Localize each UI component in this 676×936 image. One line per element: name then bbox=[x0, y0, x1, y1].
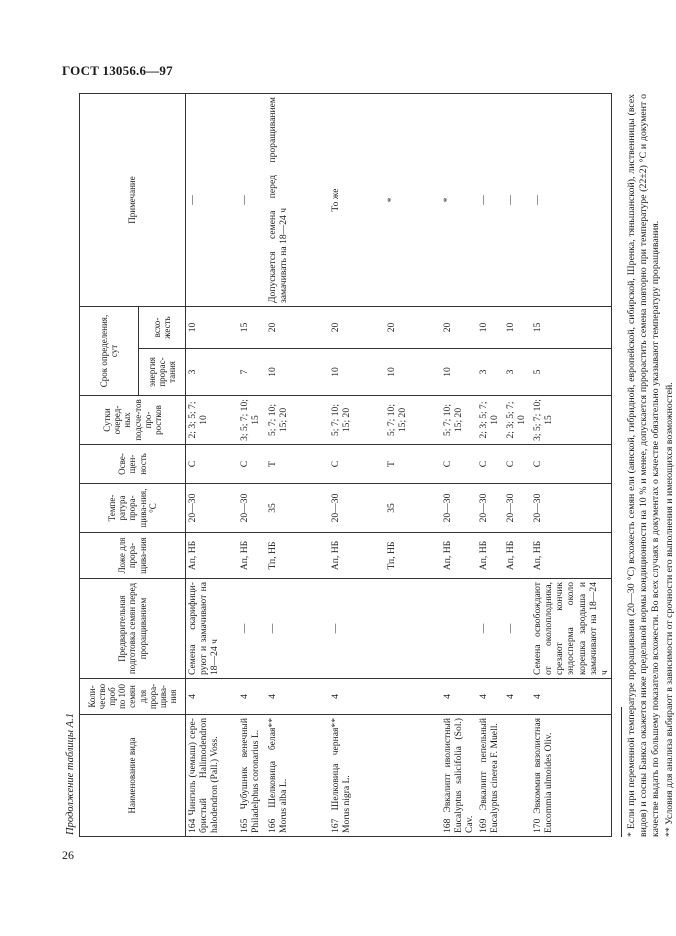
cell-count: 4 bbox=[238, 679, 266, 715]
cell-energy: 3 bbox=[504, 349, 531, 396]
cell-bed: Ап, НБ bbox=[477, 533, 504, 579]
cell-pretreatment bbox=[441, 579, 477, 679]
table-row bbox=[477, 94, 504, 837]
page-header: ГОСТ 13056.6—97 bbox=[62, 63, 173, 78]
cell-germination: 10 bbox=[186, 307, 239, 349]
cell-note: — bbox=[186, 94, 239, 307]
cell-bed: Тп, НБ bbox=[266, 533, 329, 579]
table-row bbox=[186, 94, 239, 837]
cell-bed: Ап, НБ bbox=[238, 533, 266, 579]
cell-name: 165 Чубушник венечный Philadelphus coronarius L. bbox=[238, 715, 266, 837]
cell-days: 2; 3; 5; 7; 10 bbox=[186, 396, 239, 445]
header-pretreatment: Предварительная подготовка семян перед проращиванием bbox=[80, 579, 186, 679]
cell-count: 4 bbox=[329, 679, 385, 715]
cell-germination: 20 bbox=[329, 307, 385, 349]
cell-days: 3; 5; 7; 10; 15 bbox=[531, 396, 612, 445]
cell-temperature: 35 bbox=[385, 484, 441, 533]
cell-name: 166 Шелковица белая** Morus alba L. bbox=[266, 715, 329, 837]
cell-energy: 3 bbox=[186, 349, 239, 396]
page-number: 26 bbox=[62, 848, 74, 862]
header-name: Наименование вида bbox=[80, 715, 186, 837]
cell-name: 168 Эвкалипт иволистный Eucalyptus salicifolia (Sol.) Cav. bbox=[441, 715, 477, 837]
cell-energy: 10 bbox=[441, 349, 477, 396]
cell-germination: 10 bbox=[504, 307, 531, 349]
cell-germination: 10 bbox=[477, 307, 504, 349]
footnote-1: * Если при переменной температуре проращивания (20—30 °С) всхожесть семян ели (аянской, гибридной, европейской, сибирской, Шренка, тяньшанской), лиственницы (всех видов) и сосны Банкса окажется ниже предельной нормы кондиционности на 10 % и менее, допускается пррорастить семена повторно при температуре (22±2) °С и документ о качестве выдать по большему показателю всхожести. Во всех случаях в документах о качестве обязательно указывают температуру проращивания. bbox=[626, 94, 662, 837]
cell-days: 2; 3; 5; 7; 10 bbox=[477, 396, 504, 445]
cell-count: 4 bbox=[186, 679, 239, 715]
cell-note: — bbox=[238, 94, 266, 307]
cell-days: 5; 7; 10; 15; 20 bbox=[329, 396, 385, 445]
cell-count: 4 bbox=[504, 679, 531, 715]
footnote-separator bbox=[621, 707, 622, 837]
cell-note: — bbox=[477, 94, 504, 307]
rotated-table-block bbox=[62, 94, 675, 837]
cell-temperature: 20—30 bbox=[477, 484, 504, 533]
cell-bed: Ап, НБ bbox=[531, 533, 612, 579]
germination-table bbox=[79, 93, 612, 837]
cell-bed: Ап, НБ bbox=[329, 533, 385, 579]
cell-name bbox=[504, 715, 531, 837]
cell-germination: 20 bbox=[385, 307, 441, 349]
header-lighting: Осве-щен-ность bbox=[80, 445, 186, 484]
cell-days: 2; 3; 5; 7; 10 bbox=[504, 396, 531, 445]
cell-temperature: 20—30 bbox=[504, 484, 531, 533]
cell-lighting: С bbox=[238, 445, 266, 484]
cell-temperature: 20—30 bbox=[441, 484, 477, 533]
cell-energy: 10 bbox=[329, 349, 385, 396]
header-temperature: Темпе-ратура прора-щива-ния, °С bbox=[80, 484, 186, 533]
cell-germination: 15 bbox=[531, 307, 612, 349]
footnote-2: ** Условия для анализа выбирают в зависимости от срочности его выполнения и имеющихся возможностей. bbox=[664, 382, 675, 837]
cell-count: 4 bbox=[531, 679, 612, 715]
cell-germination: 20 bbox=[266, 307, 329, 349]
cell-temperature: 20—30 bbox=[186, 484, 239, 533]
header-bed: Ложе для прора-щива-ния bbox=[80, 533, 186, 579]
cell-germination: 20 bbox=[441, 307, 477, 349]
header-count: Коли-чество проб по 100 семян для прора-щива-ния bbox=[80, 679, 186, 715]
cell-pretreatment: — bbox=[477, 579, 504, 679]
cell-name bbox=[385, 715, 441, 837]
cell-lighting: Т bbox=[266, 445, 329, 484]
cell-name: 164 Чингиль (чемыш) сере-бристый Halimodendron halodendron (Pall.) Voss. bbox=[186, 715, 239, 837]
cell-energy: 10 bbox=[385, 349, 441, 396]
cell-name: 169 Эвкалипт пепельный Eucalyptus cinerea F. Muell. bbox=[477, 715, 504, 837]
cell-temperature: 20—30 bbox=[238, 484, 266, 533]
cell-name: 170 Эвкоммия вязолистная Eucommia ulmoides Oliv. bbox=[531, 715, 612, 837]
cell-count: 4 bbox=[441, 679, 477, 715]
cell-note: — bbox=[531, 94, 612, 307]
cell-count: 4 bbox=[266, 679, 329, 715]
cell-days: 3; 5; 7; 10; 15 bbox=[238, 396, 266, 445]
table-row bbox=[441, 94, 477, 837]
table-row bbox=[385, 94, 441, 837]
table-row bbox=[266, 94, 329, 837]
cell-energy: 10 bbox=[266, 349, 329, 396]
cell-note: * bbox=[385, 94, 441, 307]
cell-bed: Ап, НБ bbox=[441, 533, 477, 579]
table-row bbox=[531, 94, 612, 837]
cell-pretreatment: — bbox=[266, 579, 329, 679]
table-caption: Продолжение таблицы А.1 bbox=[65, 713, 76, 835]
header-period-group: Срок определения, сут bbox=[80, 307, 139, 396]
cell-pretreatment: — bbox=[504, 579, 531, 679]
table-body bbox=[186, 94, 612, 837]
table-header bbox=[80, 94, 186, 837]
table-row bbox=[504, 94, 531, 837]
cell-energy: 5 bbox=[531, 349, 612, 396]
cell-lighting: С bbox=[531, 445, 612, 484]
cell-temperature: 20—30 bbox=[531, 484, 612, 533]
header-days: Сутки очеред-ных подсче-тов про-ростков bbox=[80, 396, 186, 445]
cell-energy: 3 bbox=[477, 349, 504, 396]
cell-lighting: С bbox=[441, 445, 477, 484]
cell-pretreatment: Семена скарифици-руют и замачивают на 18—24 ч bbox=[186, 579, 239, 679]
cell-name: 167 Шелковица черная** Morus nigra L. bbox=[329, 715, 385, 837]
cell-pretreatment: Семена освобождают от околоплодника, срезают кончик эндосперма около корешка зародыша и замачивают на 18—24 ч bbox=[531, 579, 612, 679]
cell-lighting: Т bbox=[385, 445, 441, 484]
cell-temperature: 35 bbox=[266, 484, 329, 533]
table-row bbox=[238, 94, 266, 837]
cell-pretreatment bbox=[385, 579, 441, 679]
cell-lighting: С bbox=[329, 445, 385, 484]
cell-note: Допускается семена перед проращиванием замачивать на 18—24 ч bbox=[266, 94, 329, 307]
cell-bed: Тп, НБ bbox=[385, 533, 441, 579]
cell-note: То же bbox=[329, 94, 385, 307]
cell-lighting: С bbox=[477, 445, 504, 484]
cell-bed: Ап, НБ bbox=[186, 533, 239, 579]
cell-pretreatment: — bbox=[238, 579, 266, 679]
cell-note: — bbox=[504, 94, 531, 307]
cell-germination: 15 bbox=[238, 307, 266, 349]
cell-lighting: С bbox=[186, 445, 239, 484]
table-row bbox=[329, 94, 385, 837]
cell-energy: 7 bbox=[238, 349, 266, 396]
cell-pretreatment: — bbox=[329, 579, 385, 679]
cell-bed: Ап, НБ bbox=[504, 533, 531, 579]
cell-count bbox=[385, 679, 441, 715]
header-note: Примечание bbox=[80, 94, 186, 307]
header-energy: энергия прораc-тания bbox=[139, 349, 186, 396]
cell-days: 5; 7; 10; 15; 20 bbox=[266, 396, 329, 445]
cell-days: 5; 7; 10; 15; 20 bbox=[441, 396, 477, 445]
cell-count: 4 bbox=[477, 679, 504, 715]
cell-note: * bbox=[441, 94, 477, 307]
header-germination: всхо-жесть bbox=[139, 307, 186, 349]
cell-lighting: С bbox=[504, 445, 531, 484]
cell-days: 5; 7; 10; 15; 20 bbox=[385, 396, 441, 445]
cell-temperature: 20—30 bbox=[329, 484, 385, 533]
